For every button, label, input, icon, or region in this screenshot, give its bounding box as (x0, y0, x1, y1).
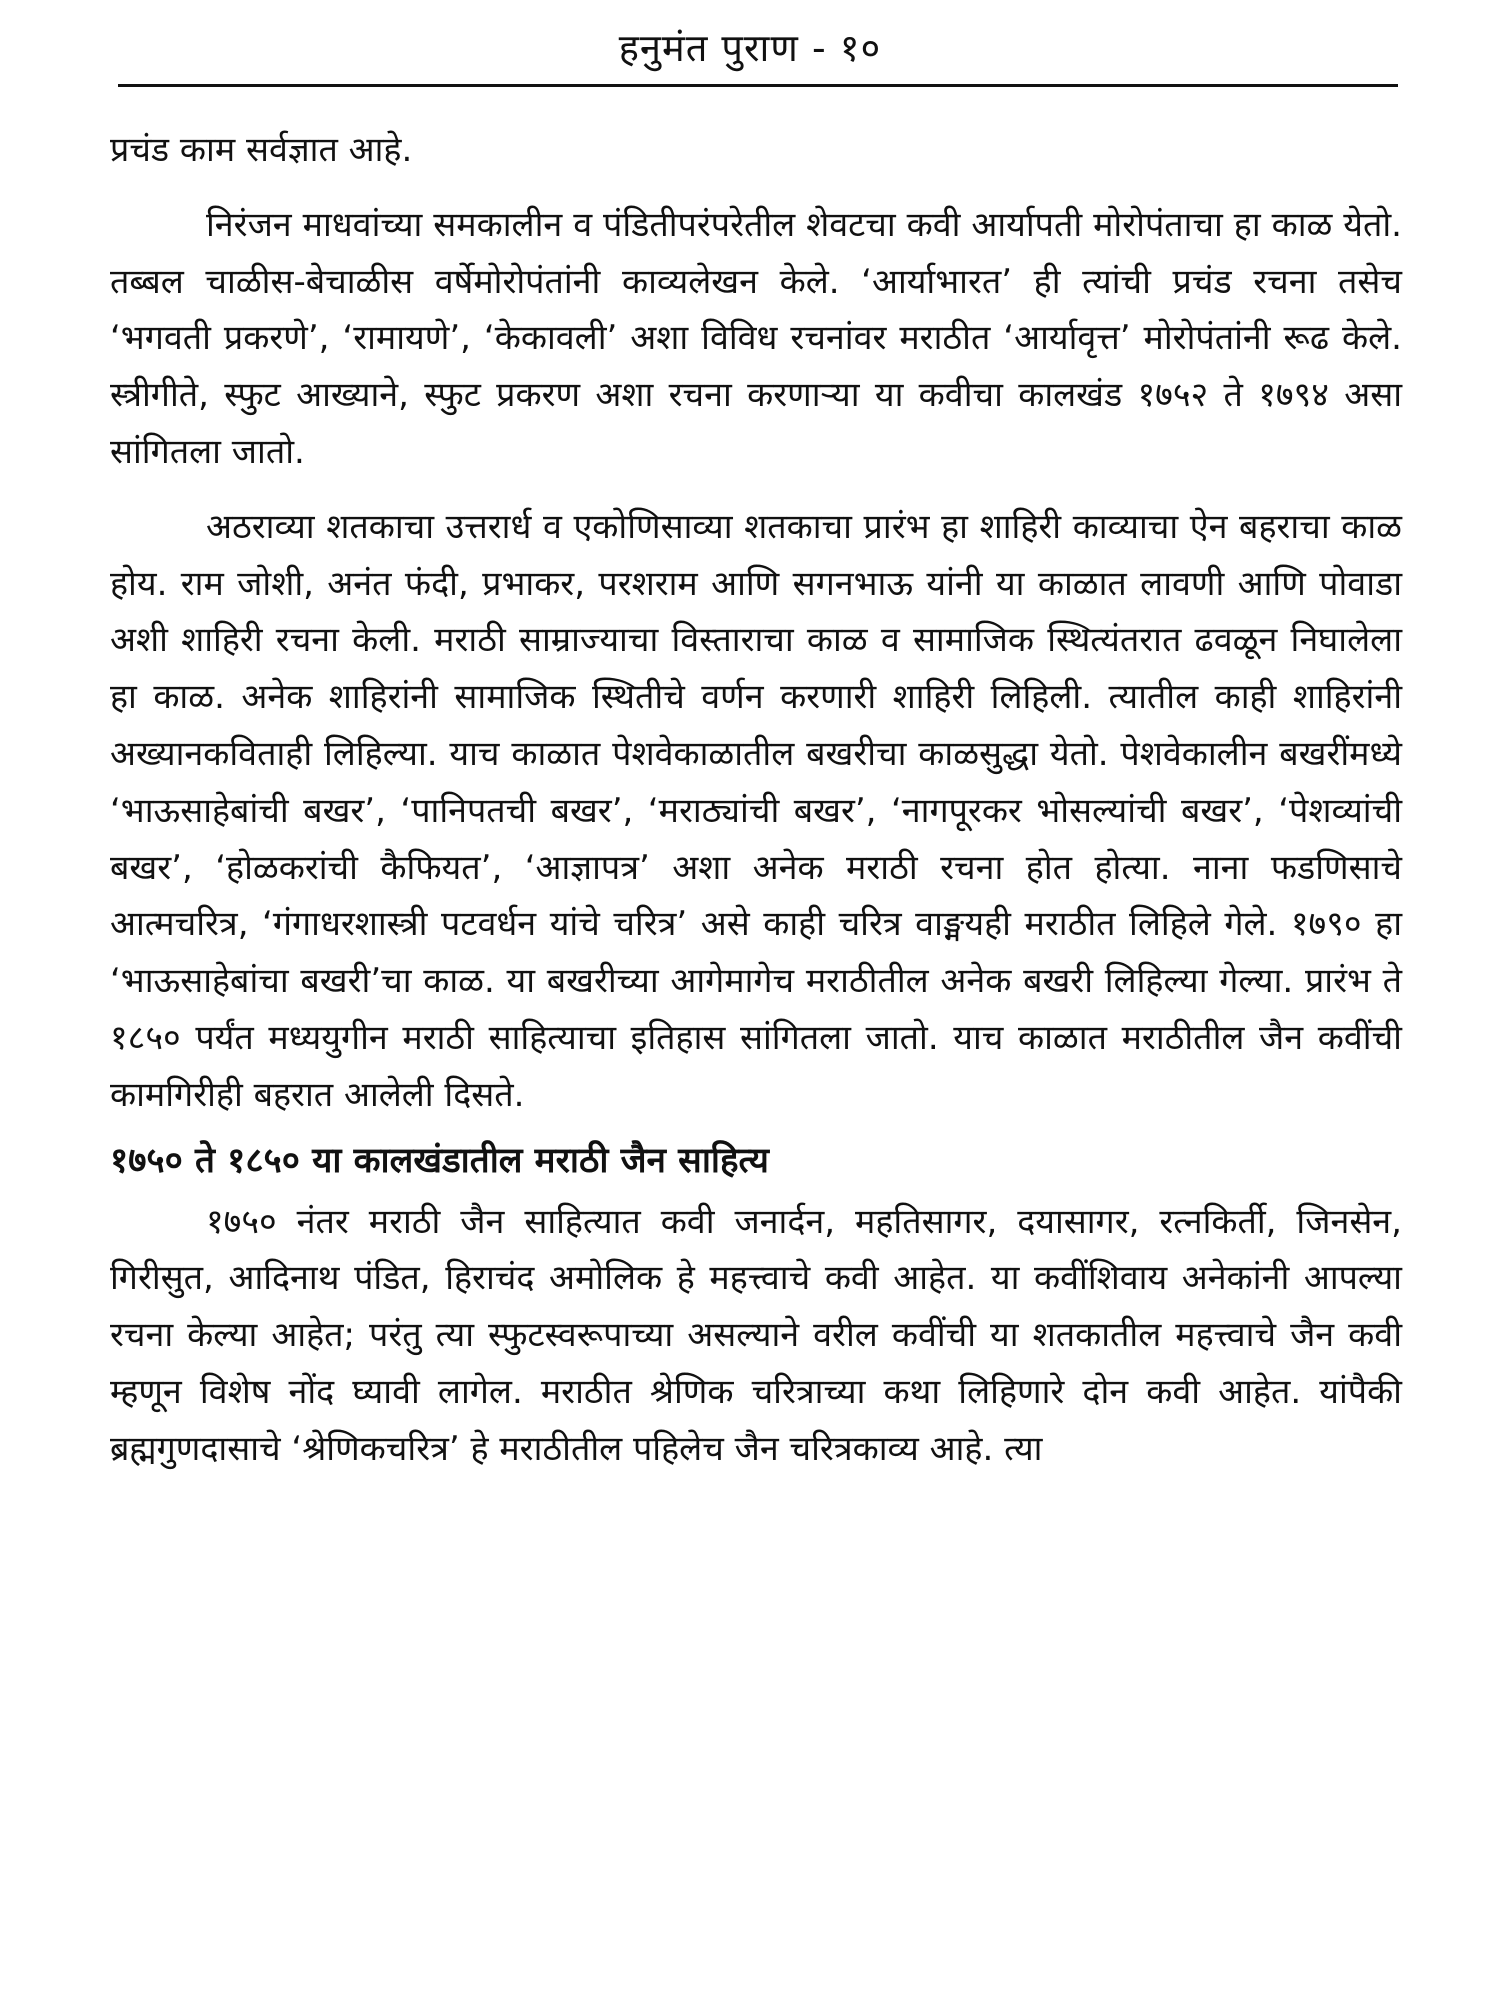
paragraph-continuation: प्रचंड काम सर्वज्ञात आहे. (110, 130, 413, 170)
section-heading: १७५० ते १८५० या कालखंडातील मराठी जैन साहित्य (110, 1140, 769, 1181)
running-header-title: हनुमंत पुराण - १० (618, 26, 882, 70)
paragraph-jain-literature: १७५० नंतर मराठी जैन साहित्यात कवी जनार्दन, महतिसागर, दयासागर, रत्नकिर्ती, जिनसेन, गिरीसुत, आदिनाथ पंडित, हिराचंद अमोलिक हे महत्त्वाचे कवी आहेत. या कवींशिवाय अनेकांनी आपल्या रचना केल्या आहेत; परंतु त्या स्फुटस्वरूपाच्या असल्याने वरील कवींची या शतकातील महत्त्वाचे जैन कवी म्हणून विशेष नोंद घ्यावी लागेल. मराठीत श्रेणिक चरित्राच्या कथा लिहिणारे दोन कवी आहेत. यांपैकी ब्रह्मगुणदासाचे ‘श्रेणिकचरित्र’ हे मराठीतील पहिलेच जैन चरित्रकाव्य आहे. त्या (110, 1201, 1402, 1469)
paragraph-moropant: निरंजन माधवांच्या समकालीन व पंडितीपरंपरेतील शेवटचा कवी आर्यापती मोरोपंताचा हा काळ येतो. तब्बल चाळीस-बेचाळीस वर्षेमोरोपंतांनी काव्यलेखन केले. ‘आर्याभारत’ ही त्यांची प्रचंड रचना तसेच ‘भगवती प्रकरणे’, ‘रामायणे’, ‘केकावली’ अशा विविध रचनांवर मराठीत ‘आर्यावृत्त’ मोरोपंतांनी रूढ केले. स्त्रीगीते, स्फुट आख्याने, स्फुट प्रकरण अशा रचना करणाऱ्या या कवीचा कालखंड १७५२ ते १७९४ असा सांगितला जातो. (110, 204, 1402, 472)
page-body (110, 122, 1402, 1478)
paragraph-shahiri-bakhar: अठराव्या शतकाचा उत्तरार्ध व एकोणिसाव्या शतकाचा प्रारंभ हा शाहिरी काव्याचा ऐन बहराचा काळ होय. राम जोशी, अनंत फंदी, प्रभाकर, परशराम आणि सगनभाऊ यांनी या काळात लावणी आणि पोवाडा अशी शाहिरी रचना केली. मराठी साम्राज्याचा विस्ताराचा काळ व सामाजिक स्थित्यंतरात ढवळून निघालेला हा काळ. अनेक शाहिरांनी सामाजिक स्थितीचे वर्णन करणारी शाहिरी लिहिली. त्यातील काही शाहिरांनी अख्यानकविताही लिहिल्या. याच काळात पेशवेकाळातील बखरीचा काळसुद्धा येतो. पेशवेकालीन बखरींमध्ये ‘भाऊसाहेबांची बखर’, ‘पानिपतची बखर’, ‘मराठ्यांची बखर’, ‘नागपूरकर भोसल्यांची बखर’, ‘पेशव्यांची बखर’, ‘होळकरांची कैफियत’, ‘आज्ञापत्र’ अशा अनेक मराठी रचना होत होत्या. नाना फडणिसाचे आत्मचरित्र, ‘गंगाधरशास्त्री पटवर्धन यांचे चरित्र’ असे काही चरित्र वाङ्मयही मराठीत लिहिले गेले. १७९० हा ‘भाऊसाहेबांचा बखरी’चा काळ. या बखरीच्या आगेमागेच मराठीतील अनेक बखरी लिहिल्या गेल्या. प्रारंभ ते १८५० पर्यंत मध्ययुगीन मराठी साहित्याचा इतिहास सांगितला जातो. याच काळात मराठीतील जैन कवींची कामगिरीही बहरात आलेली दिसते. (110, 506, 1402, 1115)
header-divider (118, 84, 1398, 87)
